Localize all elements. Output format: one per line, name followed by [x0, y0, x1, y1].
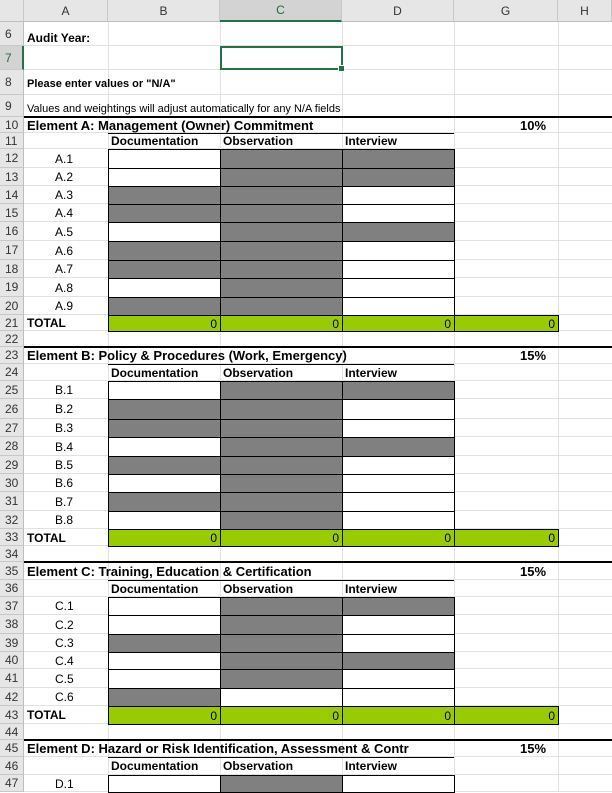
row-header-37[interactable]: 37 [0, 597, 24, 615]
total-value-cell: 0 [454, 315, 559, 332]
item-label: B.6 [55, 476, 74, 490]
item-label: A.1 [55, 151, 74, 166]
column-header-d[interactable]: D [342, 0, 454, 22]
row-header-33[interactable]: 33 [0, 529, 24, 546]
disabled-score-cell [220, 615, 343, 635]
interview-header: Interview [345, 134, 398, 148]
total-value-cell: 0 [454, 529, 559, 547]
row-header-41[interactable]: 41 [0, 669, 24, 688]
row-header-45[interactable]: 45 [0, 740, 24, 757]
disabled-score-cell [220, 204, 343, 223]
row-header-8[interactable]: 8 [0, 70, 24, 95]
total-label: TOTAL [27, 708, 66, 722]
row-header-19[interactable]: 19 [0, 278, 24, 297]
item-label: C.6 [55, 690, 74, 704]
audit-year-input-cell[interactable] [220, 46, 343, 70]
disabled-score-cell [342, 222, 455, 242]
disabled-score-cell [342, 149, 455, 169]
score-input-cell[interactable] [342, 399, 455, 420]
disabled-score-cell [108, 241, 221, 261]
disabled-score-cell [220, 775, 343, 793]
observation-header: Observation [223, 759, 294, 773]
element-title: Element B: Policy & Procedures (Work, Emergency) [27, 348, 347, 363]
disabled-score-cell [220, 168, 343, 187]
row-header-16[interactable]: 16 [0, 222, 24, 241]
item-label: C.1 [55, 599, 74, 613]
disabled-score-cell [220, 297, 343, 316]
score-input-cell[interactable] [108, 381, 221, 400]
row-header-39[interactable]: 39 [0, 634, 24, 652]
interview-header: Interview [345, 759, 398, 773]
total-label: TOTAL [27, 316, 66, 330]
row-header-20[interactable]: 20 [0, 297, 24, 315]
disabled-score-cell [108, 634, 221, 653]
score-input-cell[interactable] [342, 241, 455, 261]
audit-year-label: Audit Year: [27, 30, 91, 45]
total-value-cell: 0 [342, 529, 455, 547]
score-input-cell[interactable] [342, 511, 455, 530]
item-label: A.7 [55, 262, 74, 276]
disabled-score-cell [108, 297, 221, 316]
column-header-c[interactable]: C [220, 0, 342, 22]
documentation-header: Documentation [111, 134, 199, 148]
row-header-11[interactable]: 11 [0, 133, 24, 149]
row-header-30[interactable]: 30 [0, 474, 24, 492]
score-input-cell[interactable] [108, 278, 221, 298]
disabled-score-cell [220, 149, 343, 169]
row-header-15[interactable]: 15 [0, 204, 24, 222]
documentation-header: Documentation [111, 365, 199, 380]
item-label: C.5 [55, 671, 74, 686]
disabled-score-cell [108, 492, 221, 512]
disabled-score-cell [108, 688, 221, 707]
disabled-score-cell [220, 437, 343, 457]
disabled-score-cell [342, 652, 455, 670]
row-header-38[interactable]: 38 [0, 615, 24, 634]
score-input-cell[interactable] [108, 669, 221, 689]
element-weight: 15% [520, 348, 547, 363]
score-input-cell[interactable] [108, 437, 221, 457]
item-label: C.3 [55, 636, 74, 650]
score-input-cell[interactable] [108, 474, 221, 493]
disabled-score-cell [108, 186, 221, 205]
row-header-40[interactable]: 40 [0, 652, 24, 669]
row-header-17[interactable]: 17 [0, 241, 24, 260]
element-weight: 10% [520, 117, 547, 133]
item-label: B.8 [55, 513, 74, 527]
row-header-29[interactable]: 29 [0, 456, 24, 474]
disabled-score-cell [342, 168, 455, 187]
score-input-cell[interactable] [220, 688, 343, 707]
score-input-cell[interactable] [342, 260, 455, 279]
score-input-cell[interactable] [342, 419, 455, 438]
row-header-32[interactable]: 32 [0, 511, 24, 529]
row-header-6[interactable]: 6 [0, 22, 24, 46]
total-value-cell: 0 [220, 706, 343, 725]
disabled-score-cell [108, 419, 221, 438]
score-input-cell[interactable] [342, 456, 455, 475]
column-header-a[interactable]: A [24, 0, 108, 22]
row-header-28[interactable]: 28 [0, 437, 24, 456]
item-label: B.3 [55, 421, 74, 435]
disabled-score-cell [220, 278, 343, 298]
disabled-score-cell [220, 597, 343, 616]
column-header-g[interactable]: G [454, 0, 558, 22]
select-all-corner[interactable] [0, 0, 24, 22]
score-input-cell[interactable] [342, 186, 455, 205]
disabled-score-cell [220, 399, 343, 420]
disabled-score-cell [220, 186, 343, 205]
disabled-score-cell [220, 634, 343, 653]
score-input-cell[interactable] [342, 278, 455, 298]
item-label: A.4 [55, 206, 74, 220]
row-header-25[interactable]: 25 [0, 381, 24, 399]
score-input-cell[interactable] [342, 297, 455, 316]
item-label: B.5 [55, 458, 74, 472]
item-label: B.2 [55, 402, 74, 416]
score-input-cell[interactable] [342, 775, 455, 793]
score-input-cell[interactable] [108, 511, 221, 530]
disabled-score-cell [220, 511, 343, 530]
row-header-36[interactable]: 36 [0, 580, 24, 597]
element-weight: 15% [520, 741, 547, 756]
score-input-cell[interactable] [108, 652, 221, 670]
column-header-h[interactable]: H [558, 0, 612, 22]
total-value-cell: 0 [454, 706, 559, 725]
item-label: A.9 [55, 299, 74, 313]
row-header-18[interactable]: 18 [0, 260, 24, 278]
row-header-24[interactable]: 24 [0, 364, 24, 381]
score-input-cell[interactable] [108, 775, 221, 793]
instruction-text: Please enter values or "N/A" [27, 78, 176, 90]
score-input-cell[interactable] [108, 222, 221, 242]
observation-header: Observation [223, 581, 294, 596]
disabled-score-cell [220, 419, 343, 438]
interview-header: Interview [345, 581, 398, 596]
row-header-42[interactable]: 42 [0, 688, 24, 706]
item-label: C.4 [55, 653, 74, 668]
item-label: A.3 [55, 188, 74, 202]
disabled-score-cell [220, 241, 343, 261]
disabled-score-cell [342, 381, 455, 400]
score-input-cell[interactable] [342, 669, 455, 689]
item-label: A.5 [55, 224, 74, 239]
total-value-cell: 0 [342, 706, 455, 725]
total-value-cell: 0 [108, 529, 221, 547]
row-header-12[interactable]: 12 [0, 149, 24, 168]
row-header-23[interactable]: 23 [0, 347, 24, 364]
disabled-score-cell [108, 456, 221, 475]
disabled-score-cell [342, 597, 455, 616]
item-label: A.2 [55, 170, 74, 184]
element-title: Element C: Training, Education & Certification [27, 563, 312, 579]
row-header-44[interactable]: 44 [0, 724, 24, 740]
row-header-31[interactable]: 31 [0, 492, 24, 511]
column-header-b[interactable]: B [108, 0, 220, 22]
item-label: A.8 [55, 280, 74, 295]
disabled-score-cell [342, 437, 455, 457]
score-input-cell[interactable] [108, 597, 221, 616]
total-value-cell: 0 [342, 315, 455, 332]
disabled-score-cell [108, 399, 221, 420]
documentation-header: Documentation [111, 581, 199, 596]
item-label: B.4 [55, 439, 74, 454]
row-header-46[interactable]: 46 [0, 757, 24, 775]
row-header-10[interactable]: 10 [0, 117, 24, 133]
total-value-cell: 0 [220, 529, 343, 547]
disabled-score-cell [220, 260, 343, 279]
disabled-score-cell [220, 474, 343, 493]
disabled-score-cell [108, 260, 221, 279]
disabled-score-cell [108, 204, 221, 223]
item-label: B.1 [55, 383, 74, 397]
row-header-22[interactable]: 22 [0, 331, 24, 347]
score-input-cell[interactable] [342, 634, 455, 653]
disabled-score-cell [220, 669, 343, 689]
row-header-27[interactable]: 27 [0, 419, 24, 437]
disabled-score-cell [220, 492, 343, 512]
item-label: D.1 [55, 776, 74, 791]
score-input-cell[interactable] [342, 688, 455, 707]
row-header-13[interactable]: 13 [0, 168, 24, 186]
disabled-score-cell [220, 381, 343, 400]
row-header-43[interactable]: 43 [0, 706, 24, 724]
interview-header: Interview [345, 365, 398, 380]
row-header-47[interactable]: 47 [0, 775, 24, 792]
score-input-cell[interactable] [342, 492, 455, 512]
row-header-9[interactable]: 9 [0, 95, 24, 117]
row-header-14[interactable]: 14 [0, 186, 24, 204]
score-input-cell[interactable] [342, 615, 455, 635]
row-header-26[interactable]: 26 [0, 399, 24, 419]
score-input-cell[interactable] [108, 168, 221, 187]
score-input-cell[interactable] [342, 204, 455, 223]
element-title: Element D: Hazard or Risk Identification, Assessment & Contr [27, 741, 409, 756]
row-header-7[interactable]: 7 [0, 46, 24, 70]
score-input-cell[interactable] [342, 474, 455, 493]
documentation-header: Documentation [111, 759, 199, 773]
item-label: A.6 [55, 243, 74, 258]
total-label: TOTAL [27, 530, 66, 545]
na-note: Values and weightings will adjust automatically for any N/A fields [27, 103, 341, 115]
item-label: B.7 [55, 494, 74, 509]
element-title: Element A: Management (Owner) Commitment [27, 117, 314, 133]
item-label: C.2 [55, 617, 74, 632]
row-header-35[interactable]: 35 [0, 562, 24, 580]
observation-header: Observation [223, 134, 294, 148]
observation-header: Observation [223, 365, 294, 380]
disabled-score-cell [220, 222, 343, 242]
element-weight: 15% [520, 563, 547, 579]
score-input-cell[interactable] [108, 149, 221, 169]
row-header-34[interactable]: 34 [0, 546, 24, 562]
total-value-cell: 0 [220, 315, 343, 332]
disabled-score-cell [220, 652, 343, 670]
total-value-cell: 0 [108, 315, 221, 332]
row-header-21[interactable]: 21 [0, 315, 24, 331]
disabled-score-cell [220, 456, 343, 475]
total-value-cell: 0 [108, 706, 221, 725]
score-input-cell[interactable] [108, 615, 221, 635]
